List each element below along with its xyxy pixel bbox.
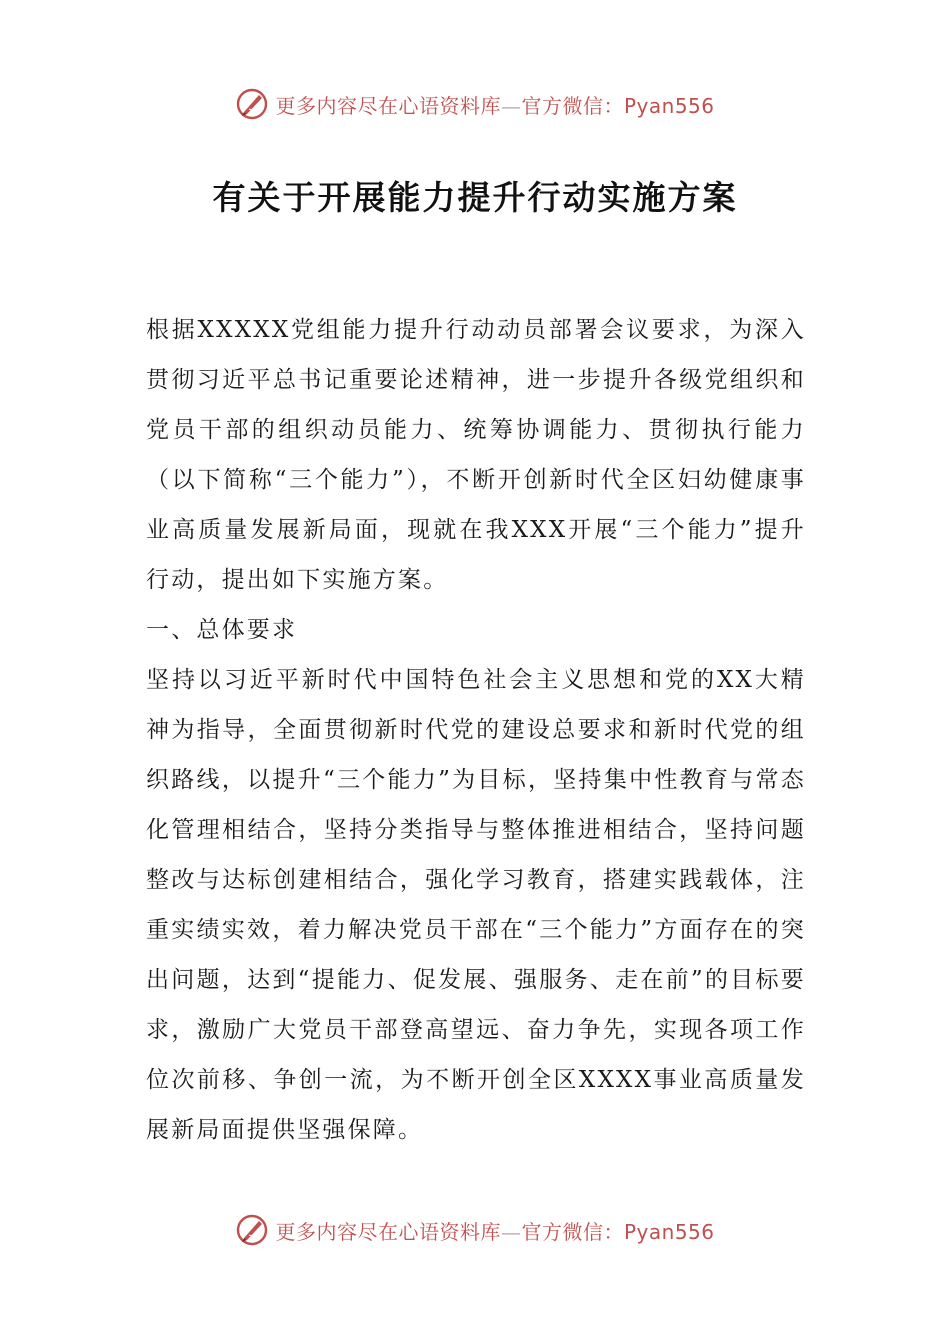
watermark-separator: — [500, 93, 522, 118]
requirements-paragraph: 坚持以习近平新时代中国特色社会主义思想和党的XX大精神为指导，全面贯彻新时代党的建设总要求和新时代党的组织路线，以提升“三个能力”为目标，坚持集中性教育与常态化管理相结合，坚持分类指导与整体推进相结合，坚持问题整改与达标创建相结合，强化学习教育，搭建实践载体，注重实绩实效，着力解决党员干部在“三个能力”方面存在的突出问题，达到“提能力、促发展、强服务、走在前”的目标要求，激励广大党员干部登高望远、奋力争先，实现各项工作位次前移、争创一流，为不断开创全区XXXX事业高质量发展新局面提供坚强保障。 [146, 667, 806, 1143]
watermark-account: Pyan556 [623, 93, 715, 118]
watermark-label: 官方微信： [521, 93, 624, 118]
watermark-slogan: 更多内容尽在心语资料库 [275, 1219, 501, 1244]
watermark-account: Pyan556 [623, 1219, 715, 1244]
document-body [146, 305, 806, 1155]
intro-paragraph: 根据XXXXX党组能力提升行动动员部署会议要求，为深入贯彻习近平总书记重要论述精神，进一步提升各级党组织和党员干部的组织动员能力、统筹协调能力、贯彻执行能力（以下简称“三个能力”），不断开创新时代全区妇幼健康事业高质量发展新局面，现就在我XXX开展“三个能力”提升行动，提出如下实施方案。 [146, 317, 806, 593]
pen-logo-icon [235, 87, 269, 121]
section-heading: 一、总体要求 [146, 617, 298, 643]
watermark-banner-bottom [0, 1210, 950, 1250]
watermark-label: 官方微信： [521, 1219, 624, 1244]
document-title: 有关于开展能力提升行动实施方案 [212, 178, 738, 217]
watermark-banner-top [0, 84, 950, 124]
watermark-separator: — [500, 1219, 522, 1244]
pen-logo-icon [235, 1213, 269, 1247]
watermark-slogan: 更多内容尽在心语资料库 [275, 93, 501, 118]
watermark-text [275, 1216, 714, 1245]
watermark-text [275, 90, 714, 119]
